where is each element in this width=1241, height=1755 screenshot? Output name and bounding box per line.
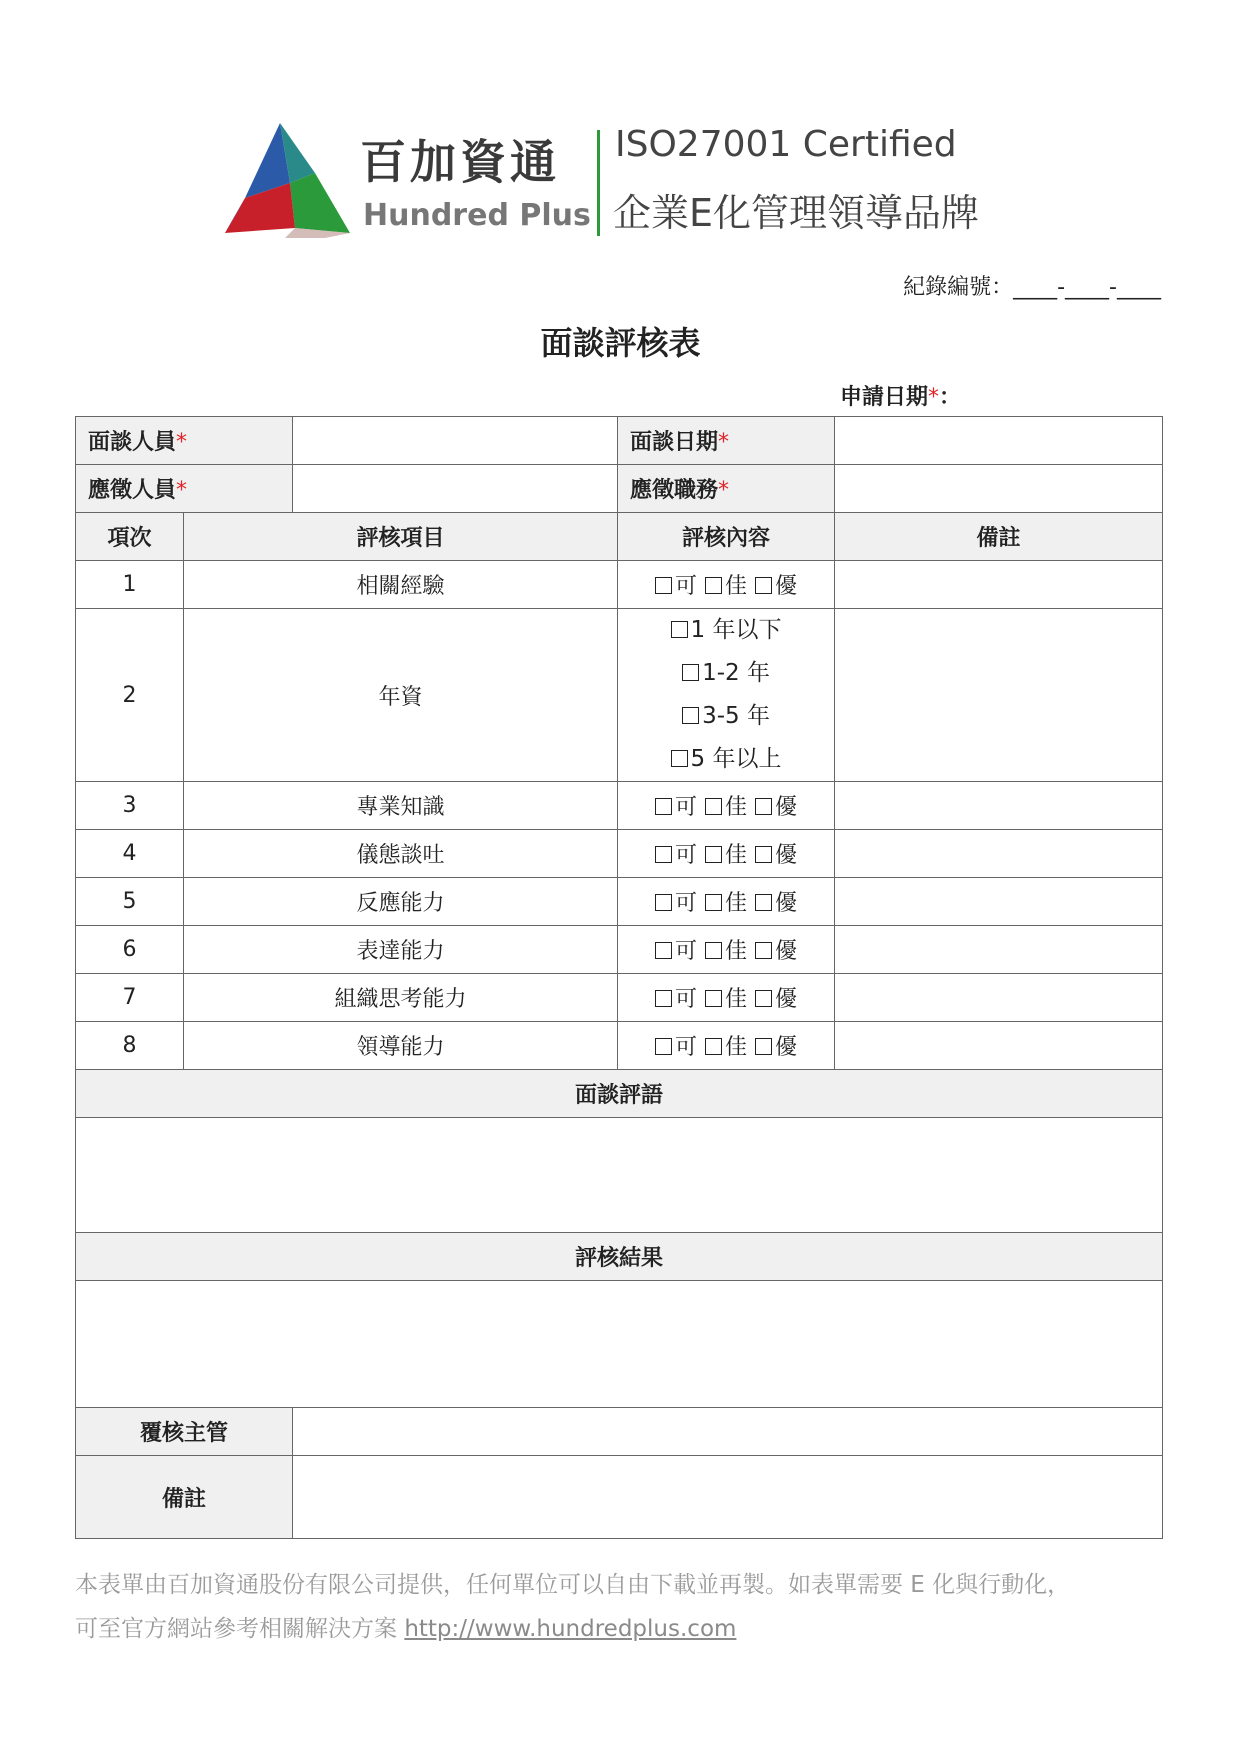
checkbox-icon[interactable] <box>655 990 672 1007</box>
checkbox-icon[interactable] <box>755 1038 772 1055</box>
rating-options[interactable] <box>618 561 835 609</box>
checkbox-icon[interactable] <box>755 990 772 1007</box>
rating-option-label: 優 <box>775 843 798 868</box>
brand-slogan: 企業E化管理領導品牌 <box>613 191 980 235</box>
rating-option-label: 優 <box>775 574 798 599</box>
rating-option[interactable] <box>655 569 697 600</box>
rating-option-label: 可 <box>674 939 697 964</box>
item-number: 2 <box>76 609 184 782</box>
record-number <box>903 270 1161 301</box>
footer-line-1: 本表單由百加資通股份有限公司提供，任何單位可以自由下載並再製。如表單需要 E 化與行動化， <box>75 1572 1071 1598</box>
rating-option-label: 優 <box>775 1035 798 1060</box>
rating-option-label: 可 <box>674 987 697 1012</box>
brand-name-chinese: 百加資通 <box>360 135 560 189</box>
rating-option-label: 優 <box>775 891 798 916</box>
item-note[interactable] <box>835 878 1163 926</box>
rating-option[interactable] <box>655 790 697 821</box>
tenure-option-label: 3-5 年 <box>702 703 770 729</box>
comments-row <box>76 1118 1163 1233</box>
checkbox-icon[interactable] <box>655 894 672 911</box>
rating-option[interactable] <box>705 1030 747 1061</box>
rating-option[interactable] <box>655 982 697 1013</box>
checkbox-icon[interactable] <box>655 942 672 959</box>
item-note[interactable] <box>835 561 1163 609</box>
remark-row <box>76 1456 1163 1539</box>
footer-note <box>75 1563 1070 1651</box>
header-item: 評核項目 <box>184 513 618 561</box>
rating-option[interactable] <box>755 934 797 965</box>
table-row <box>76 1022 1163 1070</box>
position-label: 應徵職務* <box>618 465 835 513</box>
item-name: 專業知識 <box>184 782 618 830</box>
table-row <box>76 609 1163 782</box>
comments-field[interactable] <box>76 1118 1163 1233</box>
item-name: 表達能力 <box>184 926 618 974</box>
footer-line-2: 可至官方網站參考相關解決方案 http://www.hundredplus.com <box>75 1616 737 1642</box>
rating-option[interactable] <box>705 569 747 600</box>
rating-options[interactable] <box>618 830 835 878</box>
supervisor-label: 覆核主管 <box>76 1408 293 1456</box>
rating-option[interactable] <box>705 982 747 1013</box>
comments-header: 面談評語 <box>76 1070 1163 1118</box>
rating-option-label: 可 <box>674 843 697 868</box>
checkbox-icon[interactable] <box>755 894 772 911</box>
tenure-option[interactable] <box>618 738 834 781</box>
checkbox-icon[interactable] <box>755 942 772 959</box>
rating-option[interactable] <box>755 886 797 917</box>
tenure-option-label: 5 年以上 <box>690 746 782 772</box>
rating-option-label: 優 <box>775 987 798 1012</box>
rating-option[interactable] <box>705 886 747 917</box>
supervisor-field[interactable] <box>293 1408 1163 1456</box>
record-number-label: 紀錄編號： <box>903 275 1014 300</box>
tenure-option-label: 1-2 年 <box>702 660 770 686</box>
checkbox-icon[interactable] <box>755 846 772 863</box>
rating-option-label: 佳 <box>725 987 748 1012</box>
checkbox-icon[interactable] <box>755 577 772 594</box>
checkbox-icon[interactable] <box>655 798 672 815</box>
table-row <box>76 830 1163 878</box>
item-number: 4 <box>76 830 184 878</box>
interviewer-field[interactable] <box>293 417 618 465</box>
item-number: 3 <box>76 782 184 830</box>
result-header-row <box>76 1233 1163 1281</box>
rating-option[interactable] <box>705 838 747 869</box>
checkbox-icon[interactable] <box>705 942 722 959</box>
item-note[interactable] <box>835 1022 1163 1070</box>
rating-option-label: 可 <box>674 795 697 820</box>
item-number: 8 <box>76 1022 184 1070</box>
checkbox-icon[interactable] <box>671 621 688 638</box>
brand-divider <box>597 130 600 236</box>
item-name: 相關經驗 <box>184 561 618 609</box>
rating-option-label: 優 <box>775 939 798 964</box>
rating-option[interactable] <box>655 934 697 965</box>
rating-option-label: 佳 <box>725 891 748 916</box>
info-row-2 <box>76 465 1163 513</box>
item-note[interactable] <box>835 974 1163 1022</box>
interview-evaluation-table <box>75 416 1163 1539</box>
item-name: 儀態談吐 <box>184 830 618 878</box>
interview-date-field[interactable] <box>835 417 1163 465</box>
rating-option[interactable] <box>755 838 797 869</box>
checkbox-icon[interactable] <box>705 894 722 911</box>
tenure-options[interactable] <box>618 609 835 782</box>
rating-options[interactable] <box>618 926 835 974</box>
required-asterisk: * <box>928 385 940 410</box>
item-number: 1 <box>76 561 184 609</box>
item-number: 6 <box>76 926 184 974</box>
record-number-value[interactable]: ____-____-____ <box>1013 275 1161 300</box>
rating-option-label: 可 <box>674 574 697 599</box>
table-row <box>76 974 1163 1022</box>
rating-option[interactable] <box>705 790 747 821</box>
checkbox-icon[interactable] <box>655 577 672 594</box>
checkbox-icon[interactable] <box>682 707 699 724</box>
brand-name-english: Hundred Plus <box>363 198 591 233</box>
rating-option[interactable] <box>705 934 747 965</box>
rating-option[interactable] <box>655 886 697 917</box>
header-note: 備註 <box>835 513 1163 561</box>
rating-option-label: 佳 <box>725 795 748 820</box>
rating-option[interactable] <box>655 1030 697 1061</box>
rating-option-label: 可 <box>674 1035 697 1060</box>
rating-option-label: 優 <box>775 795 798 820</box>
applicant-label: 應徵人員* <box>76 465 293 513</box>
table-row <box>76 561 1163 609</box>
remark-label: 備註 <box>76 1456 293 1539</box>
checkbox-icon[interactable] <box>705 990 722 1007</box>
apply-date-colon: ： <box>939 385 962 410</box>
checkbox-icon[interactable] <box>705 798 722 815</box>
applicant-field[interactable] <box>293 465 618 513</box>
rating-options[interactable] <box>618 878 835 926</box>
checkbox-icon[interactable] <box>655 846 672 863</box>
item-name: 領導能力 <box>184 1022 618 1070</box>
checkbox-icon[interactable] <box>671 750 688 767</box>
table-row <box>76 878 1163 926</box>
page-title: 面談評核表 <box>540 324 701 362</box>
checkbox-icon[interactable] <box>655 1038 672 1055</box>
rating-options[interactable] <box>618 1022 835 1070</box>
rating-option-label: 佳 <box>725 574 748 599</box>
table-row <box>76 782 1163 830</box>
item-note[interactable] <box>835 609 1163 782</box>
checkbox-icon[interactable] <box>705 577 722 594</box>
rating-option[interactable] <box>755 569 797 600</box>
remark-field[interactable] <box>293 1456 1163 1539</box>
tenure-option[interactable] <box>618 695 834 738</box>
position-field[interactable] <box>835 465 1163 513</box>
table-header-row <box>76 513 1163 561</box>
rating-option[interactable] <box>755 790 797 821</box>
table-row <box>76 926 1163 974</box>
result-row <box>76 1281 1163 1408</box>
rating-option[interactable] <box>755 982 797 1013</box>
company-logo <box>215 118 1015 258</box>
apply-date[interactable] <box>840 380 961 411</box>
rating-option-label: 佳 <box>725 843 748 868</box>
iso-certification: ISO27001 Certified <box>615 124 957 165</box>
result-field[interactable] <box>76 1281 1163 1408</box>
tenure-option-label: 1 年以下 <box>690 617 782 643</box>
hundred-plus-logo-icon <box>215 123 355 243</box>
item-number: 5 <box>76 878 184 926</box>
interview-date-label: 面談日期* <box>618 417 835 465</box>
tenure-option[interactable] <box>618 652 834 695</box>
rating-option-label: 佳 <box>725 939 748 964</box>
result-header: 評核結果 <box>76 1233 1163 1281</box>
checkbox-icon[interactable] <box>705 1038 722 1055</box>
rating-option-label: 可 <box>674 891 697 916</box>
item-name: 反應能力 <box>184 878 618 926</box>
rating-option[interactable] <box>755 1030 797 1061</box>
checkbox-icon[interactable] <box>705 846 722 863</box>
rating-option-label: 佳 <box>725 1035 748 1060</box>
tenure-option[interactable] <box>618 609 834 652</box>
rating-options[interactable] <box>618 782 835 830</box>
checkbox-icon[interactable] <box>682 664 699 681</box>
header-content: 評核內容 <box>618 513 835 561</box>
item-name: 年資 <box>184 609 618 782</box>
interviewer-label: 面談人員* <box>76 417 293 465</box>
supervisor-row <box>76 1408 1163 1456</box>
checkbox-icon[interactable] <box>755 798 772 815</box>
rating-options[interactable] <box>618 974 835 1022</box>
item-note[interactable] <box>835 830 1163 878</box>
header-no: 項次 <box>76 513 184 561</box>
rating-option[interactable] <box>655 838 697 869</box>
item-note[interactable] <box>835 926 1163 974</box>
item-note[interactable] <box>835 782 1163 830</box>
item-name: 組織思考能力 <box>184 974 618 1022</box>
info-row-1 <box>76 417 1163 465</box>
comments-header-row <box>76 1070 1163 1118</box>
apply-date-label: 申請日期 <box>840 385 929 410</box>
item-number: 7 <box>76 974 184 1022</box>
website-link[interactable]: http://www.hundredplus.com <box>404 1616 737 1642</box>
